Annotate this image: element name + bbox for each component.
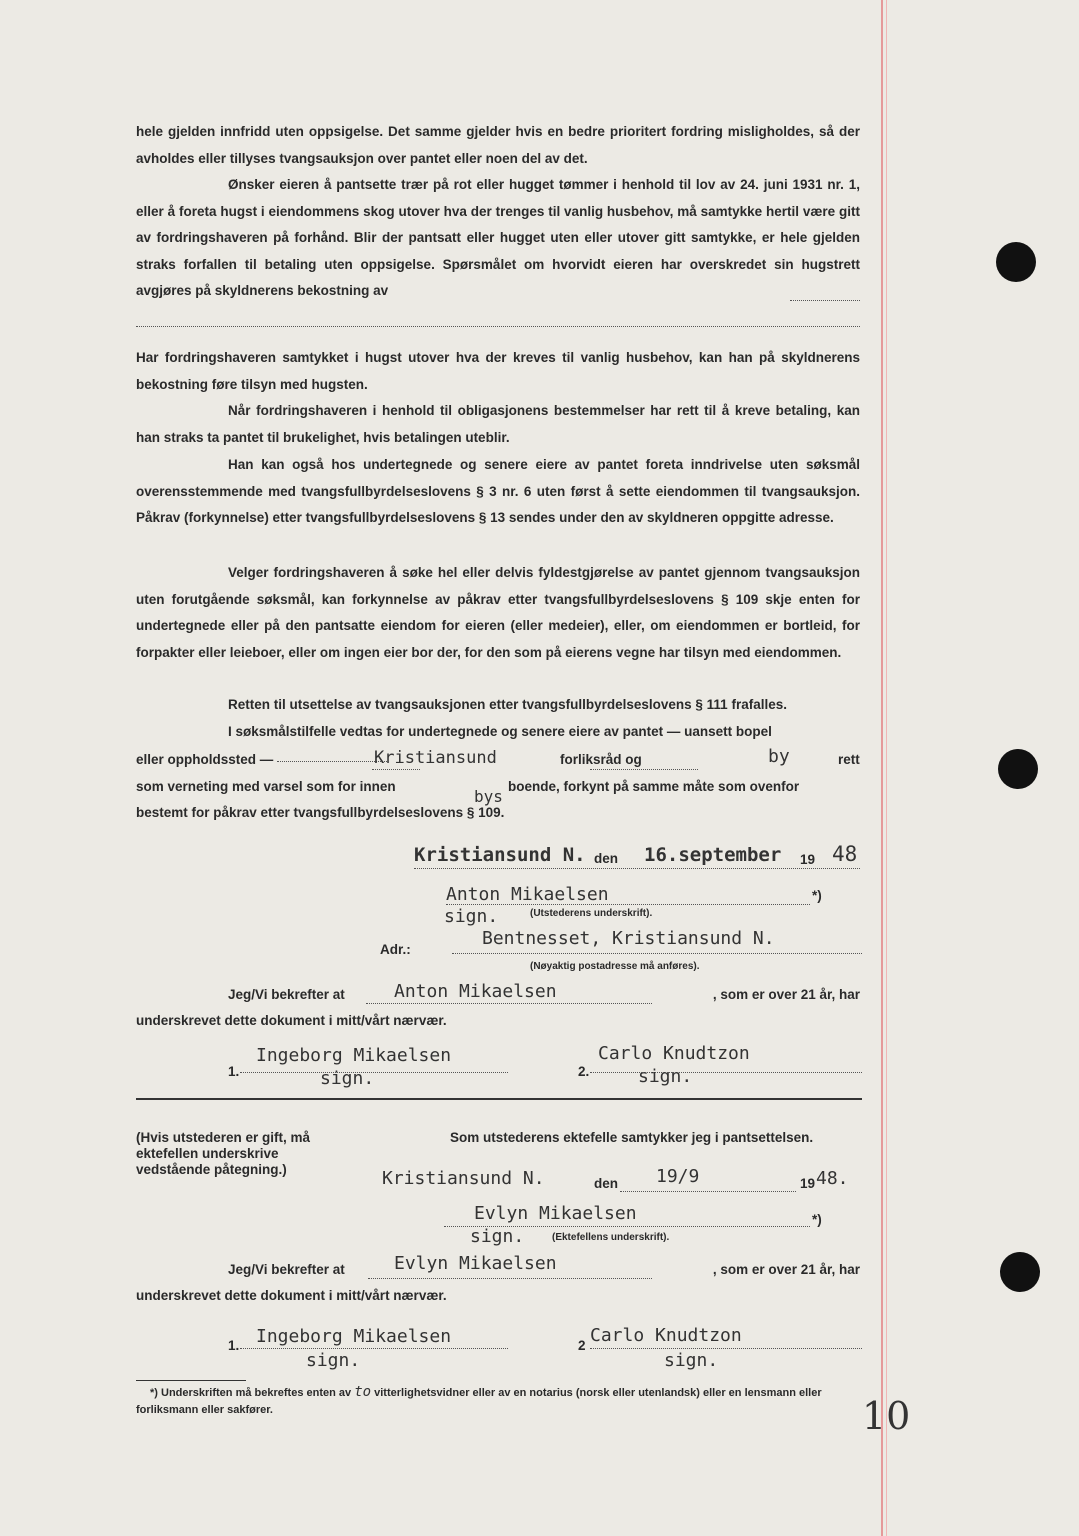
paragraph-8a: I søksmålstilfelle vedtas for undertegnede og senere eiere av pantet — uansett bopel bbox=[228, 724, 772, 739]
city-handwriting: Kristiansund bbox=[374, 748, 497, 768]
witness-2-sign: sign. bbox=[638, 1066, 693, 1087]
spouse-note: (Hvis utstederen er gift, må ektefellen underskrive vedstående påtegning.) bbox=[136, 1130, 311, 1177]
paragraph-8d: bestemt for påkrav etter tvangsfullbyrdelseslovens § 109. bbox=[136, 805, 505, 820]
signer-caption: (Utstederens underskrift). bbox=[530, 908, 653, 919]
punch-hole bbox=[998, 749, 1038, 789]
signer-sign: sign. bbox=[444, 906, 499, 927]
spouse-signer: Evlyn Mikaelsen bbox=[474, 1203, 637, 1224]
venue-line: eller oppholdssted — Kristiansund forliksråd og by rett bbox=[136, 746, 860, 768]
venue-line-2: som verneting med varsel som for innen bys boende, forkynt på samme måte som ovenfor bbox=[136, 779, 800, 806]
page-number-mark: 10 bbox=[862, 1394, 911, 1438]
spouse-confirm-name: Evlyn Mikaelsen bbox=[394, 1253, 557, 1274]
margin-line-inner bbox=[886, 0, 887, 1536]
bys-handwriting: bys bbox=[474, 787, 503, 806]
section-divider bbox=[136, 1098, 862, 1100]
witness-1-name: Ingeborg Mikaelsen bbox=[256, 1045, 452, 1066]
punch-hole bbox=[1000, 1252, 1040, 1292]
witness-2-name: Carlo Knudtzon bbox=[598, 1043, 750, 1064]
footnote: *) Underskriften må bekreftes enten av to vitterlighetsvidner eller av en notarius (norsk eller utenlandsk) eller en lensmann eller forliksmann eller sakfører. bbox=[136, 1384, 822, 1416]
margin-line bbox=[881, 0, 883, 1536]
confirm-name: Anton Mikaelsen bbox=[394, 981, 557, 1002]
spouse-place: Kristiansund N. bbox=[382, 1168, 545, 1189]
signer-name: Anton Mikaelsen bbox=[446, 884, 609, 905]
signing-place: Kristiansund N. bbox=[414, 844, 586, 866]
spouse-witness-2-sign: sign. bbox=[664, 1350, 719, 1371]
spouse-heading: Som utstederens ektefelle samtykker jeg i pantsettelsen. bbox=[450, 1130, 814, 1145]
paragraph-4: Når fordringshaveren i henhold til obligasjonens bestemmelser har rett til å kreve betaling, kan han straks ta pantet til brukelighet, hvis betalingen uteblir. bbox=[136, 403, 860, 445]
paragraph-2: Ønsker eieren å pantsette trær på rot eller hugget tømmer i henhold til lov av 24. juni 1931 nr. 1, eller å foreta hugst i eiendommens skog utover hva der trenges til vanlig husbehov, må samtykke hertil være gitt av fordringshaveren på forhånd. Blir der pantsatt eller hugget uten eller utover gitt samtykke, er hele gjelden straks forfallen til betaling uten oppsigelse. Spørsmålet om hvorvidt eieren har overskredet sin hugstrett avgjøres på skyldnerens bekostning av bbox=[136, 177, 860, 299]
paragraph-6: Velger fordringshaveren å søke hel eller delvis fyldestgjørelse av pantet gjennom tvangsauksjon uten forutgående søksmål, kan forkynnelse av påkrav etter tvangsfullbyrdelseslovens § 109 skje enten for undertegnede eller på den pantsatte eiendom for eieren (eller medeier), eller, om eiendommen er bortleid, for forpakter eller leieboer, eller om ingen eier bor der, for den som på eierens vegne har tilsyn med eiendommen. bbox=[136, 565, 860, 660]
spouse-witness-1-sign: sign. bbox=[306, 1350, 361, 1371]
spouse-date: 19/9 bbox=[656, 1166, 700, 1187]
footnote-rule bbox=[136, 1380, 246, 1381]
punch-hole bbox=[996, 242, 1036, 282]
spouse-witness-1-name: Ingeborg Mikaelsen bbox=[256, 1326, 452, 1347]
spouse-caption: (Ektefellens underskrift). bbox=[552, 1232, 670, 1243]
paragraph-7: Retten til utsettelse av tvangsauksjonen etter tvangsfullbyrdelseslovens § 111 frafalles. bbox=[228, 697, 787, 712]
fill-line bbox=[136, 326, 860, 327]
fill-line bbox=[790, 300, 860, 301]
paragraph-3: Har fordringshaveren samtykket i hugst utover hva der kreves til vanlig husbehov, kan han på skyldnerens bekostning føre tilsyn med hugsten. bbox=[136, 350, 860, 392]
witness-1-sign: sign. bbox=[320, 1068, 375, 1089]
paragraph-5: Han kan også hos undertegnede og senere eiere av pantet foreta inndrivelse uten søksmål overensstemmende med tvangsfullbyrdelseslovens § 3 nr. 6 uten først å sette eiendommen til tvangsauksjon. Påkrav (forkynnelse) etter tvangsfullbyrdelseslovens § 13 sendes under den av skyldneren oppgitte adresse. bbox=[136, 457, 860, 526]
footnote-count: to bbox=[354, 1384, 372, 1400]
spouse-sign: sign. bbox=[470, 1226, 525, 1247]
paragraph-1: hele gjelden innfridd uten oppsigelse. Det samme gjelder hvis en bedre prioritert fordring misligholdes, så der avholdes eller tillyses tvangsauksjon over pantet eller noen del av det. bbox=[136, 124, 860, 166]
spouse-year: 48. bbox=[816, 1168, 849, 1189]
spouse-witness-2-name: Carlo Knudtzon bbox=[590, 1325, 742, 1346]
signing-year: 48 bbox=[832, 842, 858, 866]
signing-date: 16.september bbox=[644, 844, 782, 866]
address-caption: (Nøyaktig postadresse må anføres). bbox=[530, 961, 700, 972]
signer-address: Bentnesset, Kristiansund N. bbox=[482, 928, 775, 949]
court-handwriting: by bbox=[768, 746, 790, 767]
